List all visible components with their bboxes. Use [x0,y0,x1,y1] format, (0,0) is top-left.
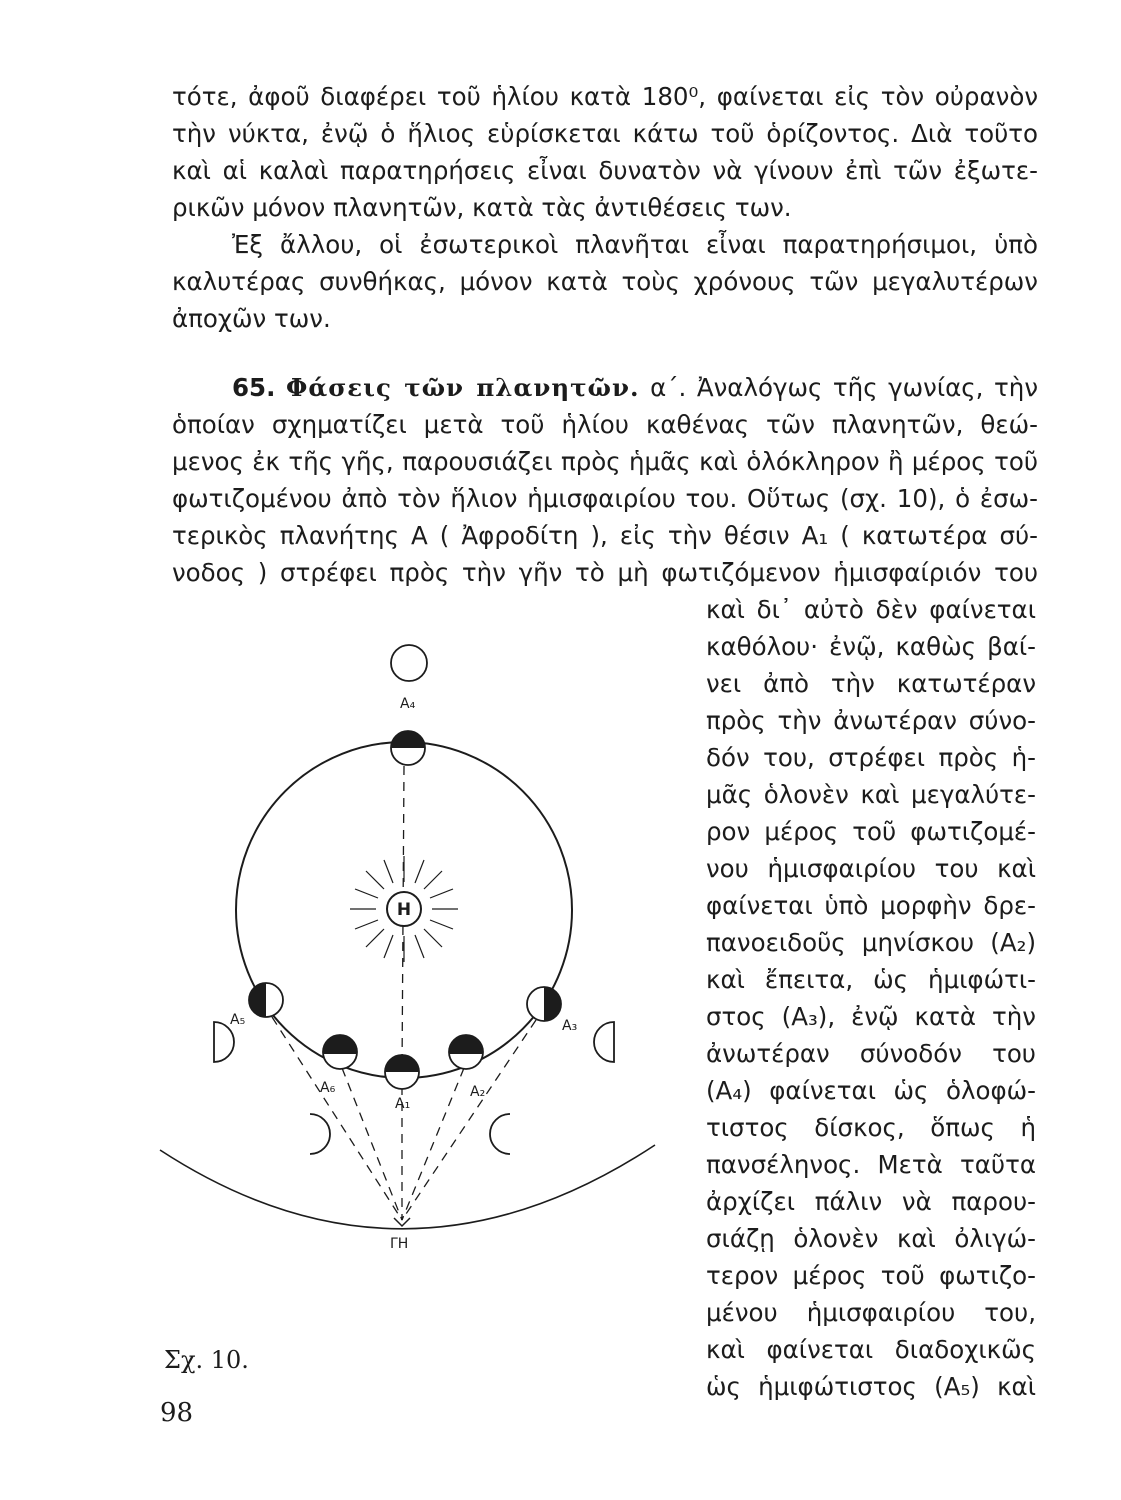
column-line-9: φαίνεται ὑπὸ μορφὴν δρε- [706,891,1036,920]
column-line-14: (Α₄) φαίνεται ὡς ὁλοφώ- [706,1076,1036,1105]
section-line-1: ὁποίαν σχηματίζει μετὰ τοῦ ἡλίου καθένας τῶν πλανητῶν, θεώ- [172,410,1038,439]
figure-caption: Σχ. 10. [164,1346,249,1374]
column-line-1: καὶ δι᾽ αὐτὸ δὲν φαίνεται [706,595,1036,624]
column-line-22: ὡς ἡμιφώτιστος (Α₅) καὶ [706,1372,1036,1401]
sight-line-a2 [402,1068,464,1220]
section-line-3: φωτιζομένου ἀπὸ τὸν ἥλιον ἡμισφαιρίου του. Οὕτως (σχ. 10), ὁ ἐσω- [172,484,1038,513]
planet-a1-shade [384,1055,420,1072]
half-disc-appearance-right [594,1022,614,1062]
earth-horizon-arc [160,1145,655,1229]
section-line-5: νοδος ) στρέφει πρὸς τὴν γῆν τὸ μὴ φωτιζόμενον ἡμισφαίριόν του [172,558,1038,587]
column-line-13: ἀνωτέραν σύνοδόν του [706,1039,1036,1068]
page-number: 98 [160,1398,194,1428]
column-line-12: στος (Α₃), ἐνῷ κατὰ τὴν [706,1002,1036,1031]
paragraph2-line-3: ἀποχῶν των. [172,304,331,333]
column-line-10: πανοειδοῦς μηνίσκου (Α₂) [706,928,1036,957]
sight-line-a6 [342,1068,402,1220]
section-number: 65. [232,373,276,402]
column-line-2: καθόλου· ἐνῷ, καθὼς βαί- [706,632,1036,661]
column-line-6: μᾶς ὁλονὲν καὶ μεγαλύτε- [706,780,1036,809]
column-line-8: νου ἡμισφαιρίου του καὶ [706,854,1036,883]
label-a5: Α₅ [230,1012,246,1028]
column-line-15: τιστος δίσκος, ὅπως ἡ [706,1113,1036,1142]
column-line-16: πανσέληνος. Μετὰ ταῦτα [706,1150,1036,1179]
column-line-11: καὶ ἔπειτα, ὡς ἡμιφώτι- [706,965,1036,994]
section-line-4: τερικὸς πλανήτης Α ( Ἀφροδίτη ), εἰς τὴν θέσιν Α₁ ( κατωτέρα σύ- [172,521,1038,550]
crescent-appearance-left [310,1114,330,1154]
sun-label: Η [396,900,412,920]
planet-a5-shade [248,982,266,1018]
column-line-3: νει ἀπὸ τὴν κατωτέραν [706,669,1036,698]
paragraph1-line-4: ρικῶν μόνον πλανητῶν, κατὰ τὰς ἀντιθέσεις των. [172,193,792,222]
column-line-19: τερον μέρος τοῦ φωτιζο- [706,1261,1036,1290]
column-line-5: δόν του, στρέφει πρὸς ἡ- [706,743,1036,772]
paragraph1-line-1: τότε, ἀφοῦ διαφέρει τοῦ ἡλίου κατὰ 180⁰, φαίνεται εἰς τὸν οὐρανὸν [172,82,1038,111]
column-line-20: μένου ἡμισφαιρίου του, [706,1298,1036,1327]
paragraph2-line-1: Ἐξ ἄλλου, οἱ ἐσωτερικοὶ πλανῆται εἶναι παρατηρήσιμοι, ὑπὸ [232,230,1038,259]
label-earth: ΓΗ [390,1236,409,1252]
paragraph1-line-2: τὴν νύκτα, ἐνῷ ὁ ἥλιος εὑρίσκεται κάτω τοῦ ὁρίζοντος. Διὰ τοῦτο [172,119,1038,148]
section-first-line-rest: α΄. Ἀναλόγως τῆς γωνίας, τὴν [650,373,1039,402]
label-a1: Α₁ [395,1096,411,1112]
section-title: Φάσεις τῶν πλανητῶν. [286,373,640,402]
paragraph1-line-3: καὶ αἱ καλαὶ παρατηρήσεις εἶναι δυνατὸν νὰ γίνουν ἐπὶ τῶν ἐξωτε- [172,156,1038,185]
full-disc-appearance [391,645,427,681]
planet-a3-shade [544,986,562,1022]
label-a2: Α₂ [470,1084,486,1100]
planet-a4-shade [390,731,426,748]
label-a3: Α₃ [562,1018,578,1034]
column-line-21: καὶ φαίνεται διαδοχικῶς [706,1335,1036,1364]
column-line-4: πρὸς τὴν ἀνωτέραν σύνο- [706,706,1036,735]
label-a6: Α₆ [320,1080,336,1096]
column-line-18: σιάζῃ ὁλονὲν καὶ ὀλιγώ- [706,1224,1036,1253]
half-disc-appearance-left [214,1022,234,1062]
column-line-17: ἀρχίζει πάλιν νὰ παρου- [706,1187,1036,1216]
column-line-7: ρον μέρος τοῦ φωτιζομέ- [706,817,1036,846]
phases-diagram [150,620,670,1340]
section-line-2: μενος ἐκ τῆς γῆς, παρουσιάζει πρὸς ἡμᾶς καὶ ὁλόκληρον ἢ μέρος τοῦ [172,447,1038,476]
paragraph2-line-2: καλυτέρας συνθήκας, μόνον κατὰ τοὺς χρόνους τῶν μεγαλυτέρων [172,267,1038,296]
crescent-appearance-right [490,1114,510,1154]
label-a4: Α₄ [400,696,416,712]
section-heading-line [232,373,1038,403]
planet-a2-shade [448,1034,484,1054]
planet-a6-shade [322,1034,358,1054]
